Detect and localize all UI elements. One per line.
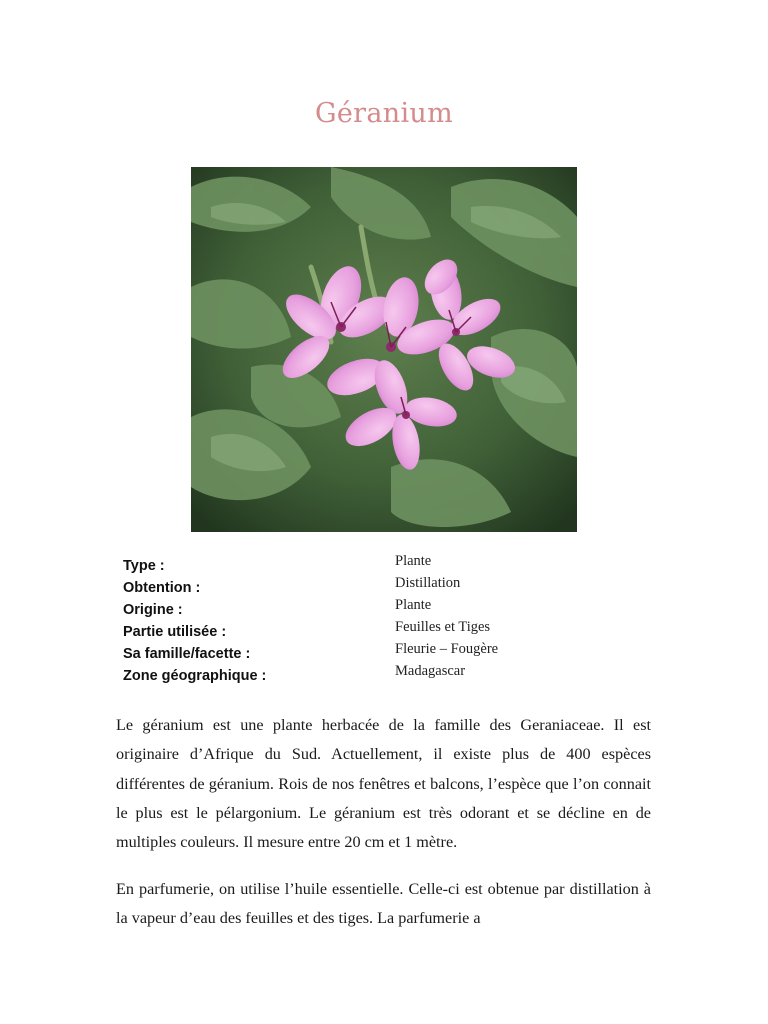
spec-value: Madagascar <box>395 663 466 679</box>
paragraph-description: Le géranium est une plante herbacée de la famille des Geraniaceae. Il est originaire d’Afrique du Sud. Actuellement, il existe plus de 400 espèces différentes de géranium. Rois de nos fenêtres et balcons, l’espèce que l’on connait le plus est le pélargonium. Le géranium est très odorant et se décline en de multiples couleurs. Il mesure entre 20 cm et 1 mètre. <box>116 716 651 852</box>
spec-value: Plante <box>395 597 432 613</box>
spec-row-famille <box>123 641 663 663</box>
spec-value: Feuilles et Tiges <box>395 619 491 635</box>
spec-value: Distillation <box>395 575 461 591</box>
specs-table <box>123 553 663 685</box>
spec-row-type <box>123 553 663 575</box>
spec-value: Plante <box>395 553 432 569</box>
spec-row-zone <box>123 663 663 685</box>
spec-value: Fleurie – Fougère <box>395 641 499 657</box>
spec-label: Obtention : <box>123 580 201 596</box>
geranium-photo <box>191 167 577 532</box>
spec-label: Origine : <box>123 602 183 618</box>
spec-row-obtention <box>123 575 663 597</box>
spec-row-origine <box>123 597 663 619</box>
spec-label: Sa famille/facette : <box>123 646 251 662</box>
spec-label: Zone géographique : <box>123 668 267 684</box>
geranium-illustration <box>191 167 577 532</box>
page-title: Géranium <box>315 98 453 129</box>
spec-label: Type : <box>123 558 165 574</box>
paragraph-parfumerie: En parfumerie, on utilise l’huile essentielle. Celle-ci est obtenue par distillation à la vapeur d’eau des feuilles et des tiges. La parfumerie a <box>116 880 651 928</box>
spec-row-partie <box>123 619 663 641</box>
spec-label: Partie utilisée : <box>123 624 227 640</box>
